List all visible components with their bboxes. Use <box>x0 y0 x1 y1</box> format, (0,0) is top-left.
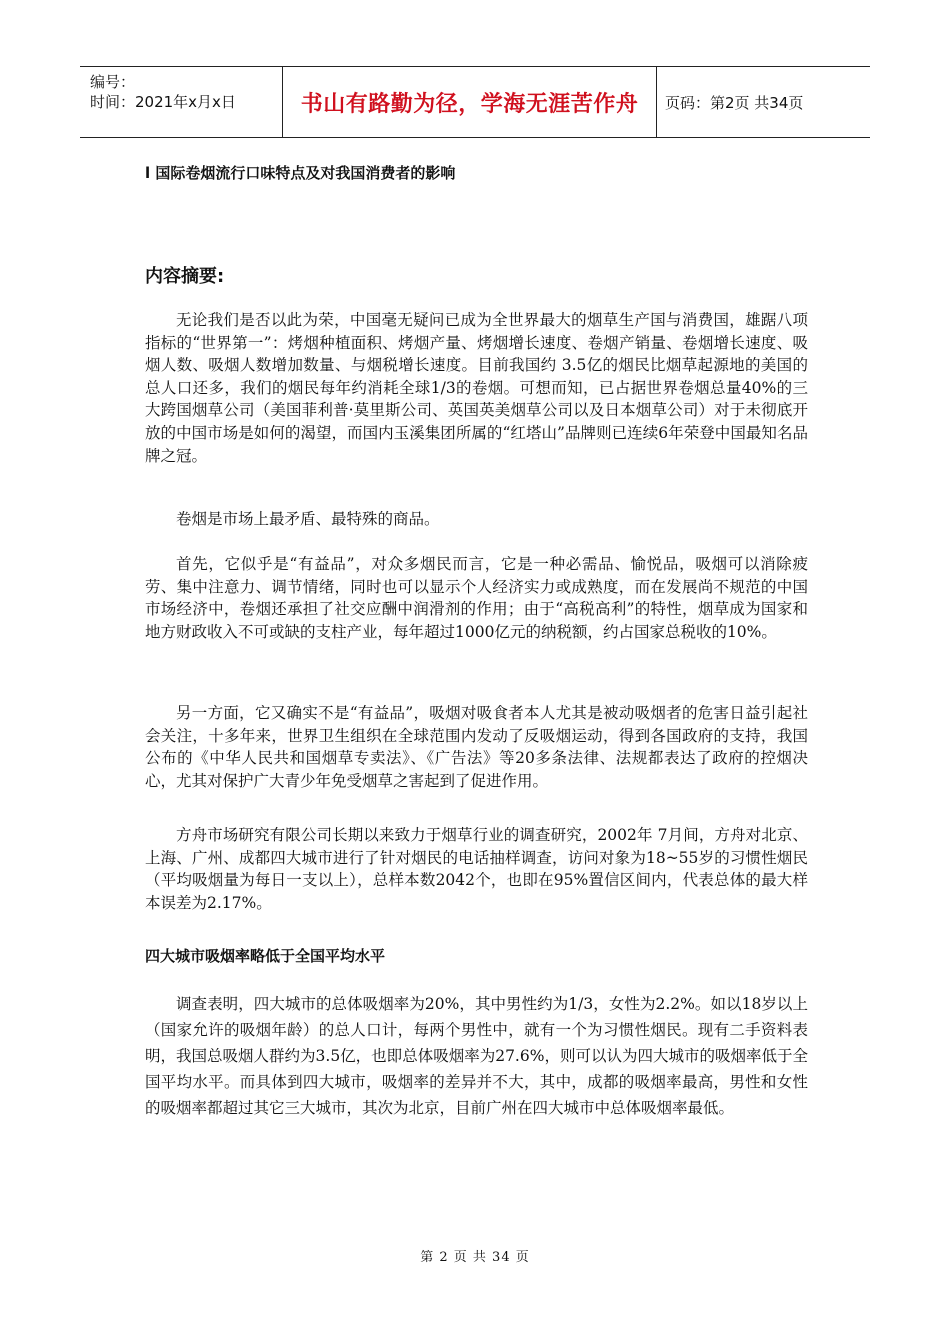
paragraph-beneficial: 首先，它似乎是“有益品”，对众多烟民而言，它是一种必需品、愉悦品，吸烟可以消除疲劳、集中注意力、调节情绪，同时也可以显示个人经济实力或成熟度，而在发展尚不规范的中国市场经济中，卷烟还承担了社交应酬中润滑剂的作用；由于“高税高利”的特性，烟草成为国家和地方财政收入不可或缺的支柱产业，每年超过1000亿元的纳税额，约占国家总税收的10%。 <box>145 555 808 641</box>
document-number-label: 编号： <box>90 73 136 91</box>
paragraph-smoking-rate: 调查表明，四大城市的总体吸烟率为20%，其中男性约为1/3，女性为2.2%。如以18岁以上（国家允许的吸烟年龄）的总人口计，每两个男性中，就有一个为习惯性烟民。现有二手资料表明，我国总吸烟人群约为3.5亿，也即总体吸烟率为27.6%，则可以认为四大城市的吸烟率低于全国平均水平。而具体到四大城市，吸烟率的差异并不大，其中，成都的吸烟率最高，男性和女性的吸烟率都超过其它三大城市，其次为北京，目前广州在四大城市中总体吸烟率最低。 <box>145 995 808 1117</box>
abstract-heading: 内容摘要: <box>145 266 225 287</box>
header-motto: 书山有路勤为径，学海无涯苦作舟 <box>283 67 657 137</box>
page-header <box>80 66 870 138</box>
page-footer: 第 2 页 共 34 页 <box>420 1250 530 1265</box>
section-heading: 四大城市吸烟率略低于全国平均水平 <box>145 947 386 965</box>
paragraph-special-commodity: 卷烟是市场上最矛盾、最特殊的商品。 <box>176 510 440 528</box>
document-title: l 国际卷烟流行口味特点及对我国消费者的影响 <box>145 164 456 182</box>
paragraph-intro: 无论我们是否以此为荣，中国毫无疑问已成为全世界最大的烟草生产国与消费国，雄踞八项指标的“世界第一”：烤烟种植面积、烤烟产量、烤烟增长速度、卷烟产销量、卷烟增长速度、吸烟人数、吸烟人数增加数量、与烟税增长速度。目前我国约 3.5亿的烟民比烟草起源地的美国的总人口还多，我们的烟民每年约消耗全球1/3的卷烟。可想而知，已占据世界卷烟总量40%的三大跨国烟草公司（美国菲利普·莫里斯公司、英国英美烟草公司以及日本烟草公司）对于未彻底开放的中国市场是如何的渴望，而国内玉溪集团所属的“红塔山”品牌则已连续6年荣登中国最知名品牌之冠。 <box>145 311 808 465</box>
header-meta <box>80 67 283 137</box>
paragraph-survey: 方舟市场研究有限公司长期以来致力于烟草行业的调查研究，2002年 7月间，方舟对北京、上海、广州、成都四大城市进行了针对烟民的电话抽样调查，访问对象为18~55岁的习惯性烟民（平均吸烟量为每日一支以上），总样本数2042个，也即在95%置信区间内，代表总体的最大样本误差为2.17%。 <box>145 826 808 912</box>
header-page-info: 页码：第2页 共34页 <box>665 93 804 112</box>
paragraph-harmful: 另一方面，它又确实不是“有益品”，吸烟对吸食者本人尤其是被动吸烟者的危害日益引起社会关注，十多年来，世界卫生组织在全球范围内发动了反吸烟运动，得到各国政府的支持，我国公布的《中华人民共和国烟草专卖法》、《广告法》等20多条法律、法规都表达了政府的控烟决心，尤其对保护广大青少年免受烟草之害起到了促进作用。 <box>145 704 808 790</box>
document-date: 时间：2021年x月x日 <box>90 93 236 111</box>
